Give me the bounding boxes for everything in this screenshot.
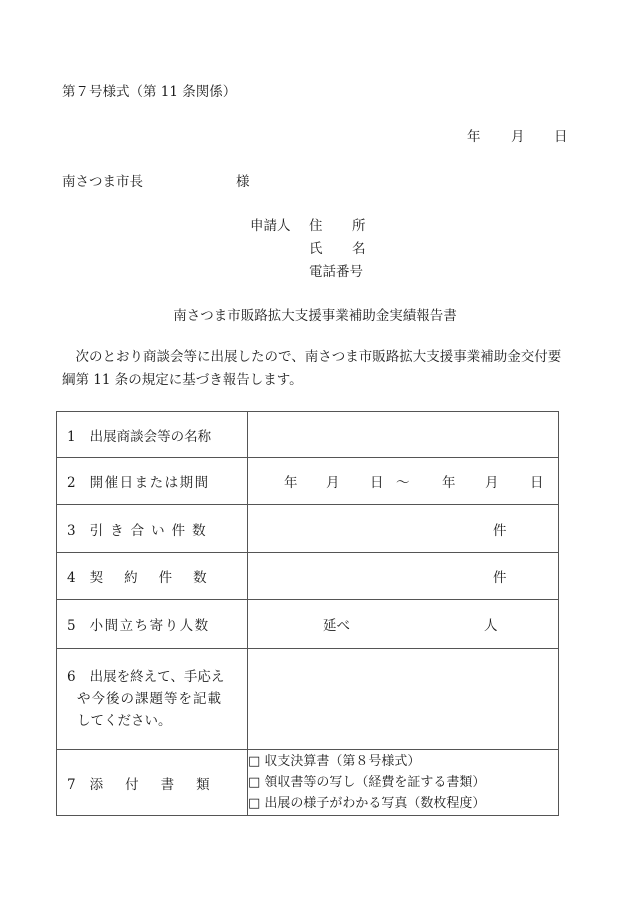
attachment-checkbox-photos[interactable]: □ 出展の様子がわかる写真（数枚程度）	[248, 796, 486, 811]
phone-label: 電話番号	[309, 264, 363, 280]
row-number: 5	[67, 618, 76, 634]
address-label-1: 住	[309, 218, 323, 234]
end-month: 月	[485, 475, 499, 491]
table-row	[57, 412, 559, 458]
event-name-field[interactable]	[248, 412, 559, 458]
form-number: 第７号様式（第 11 条関係）	[62, 84, 237, 100]
attachment-checkbox-settlement[interactable]: □ 収支決算書（第８号様式）	[248, 754, 421, 769]
row-label: 契約件数	[89, 570, 228, 586]
row-label: 小間立ち寄り人数	[89, 618, 210, 634]
date-year: 年	[467, 129, 481, 145]
inquiry-count-field[interactable]	[248, 505, 559, 553]
attachments-list	[248, 750, 559, 816]
address-label-2: 所	[352, 218, 366, 234]
cumulative-label: 延べ	[323, 618, 350, 634]
row-label: 開催日または期間	[89, 475, 210, 491]
document-title: 南さつま市販路拡大支援事業補助金実績報告書	[173, 308, 457, 324]
table-row	[57, 458, 559, 505]
name-label-1: 氏	[309, 241, 323, 257]
addressee	[62, 170, 250, 190]
row-number: 2	[67, 475, 76, 491]
row-number: 3	[67, 522, 76, 539]
report-table	[56, 411, 559, 816]
date-day: 日	[554, 129, 568, 145]
attachment-checkbox-receipts[interactable]: □ 領収書等の写し（経費を証する書類）	[248, 775, 486, 790]
end-day: 日	[530, 475, 544, 491]
table-row	[57, 553, 559, 600]
start-year: 年	[284, 475, 298, 491]
honorific: 様	[236, 174, 250, 190]
start-month: 月	[326, 475, 340, 491]
row-label-line-1: 出展を終えて、手応え	[89, 669, 225, 685]
row-number: 7	[67, 776, 76, 793]
start-day: 日	[370, 475, 384, 491]
contract-count-field[interactable]	[248, 553, 559, 600]
date-month: 月	[511, 129, 525, 145]
table-row	[57, 750, 559, 816]
row-label-line-2: や今後の課題等を記載	[77, 691, 222, 707]
table-row	[57, 600, 559, 649]
unit-label: 件	[493, 522, 507, 539]
visitor-count-field[interactable]	[248, 600, 559, 649]
row-number: 4	[67, 570, 76, 586]
row-label: 引き合い件数	[89, 522, 213, 539]
body-text: 次のとおり商談会等に出展したので、南さつま市販路拡大支援事業補助金交付要綱第 11 条の規定に基づき報告します。	[62, 349, 562, 388]
name-label-2: 名	[352, 241, 366, 257]
event-period-field[interactable]	[248, 458, 559, 505]
tilde: ～	[396, 475, 410, 491]
table-row	[57, 505, 559, 553]
row-label-line-3: してください。	[77, 713, 172, 729]
row-number: 1	[67, 428, 76, 445]
applicant-label: 申請人	[250, 218, 291, 234]
table-row	[57, 649, 559, 750]
row-label: 出展商談会等の名称	[89, 428, 212, 445]
row-number: 6	[67, 669, 76, 685]
addressee-name: 南さつま市長	[62, 174, 143, 190]
unit-label: 人	[484, 618, 498, 634]
feedback-field[interactable]	[248, 649, 559, 750]
row-label: 添付書類	[89, 776, 232, 793]
unit-label: 件	[493, 570, 507, 586]
end-year: 年	[442, 475, 456, 491]
